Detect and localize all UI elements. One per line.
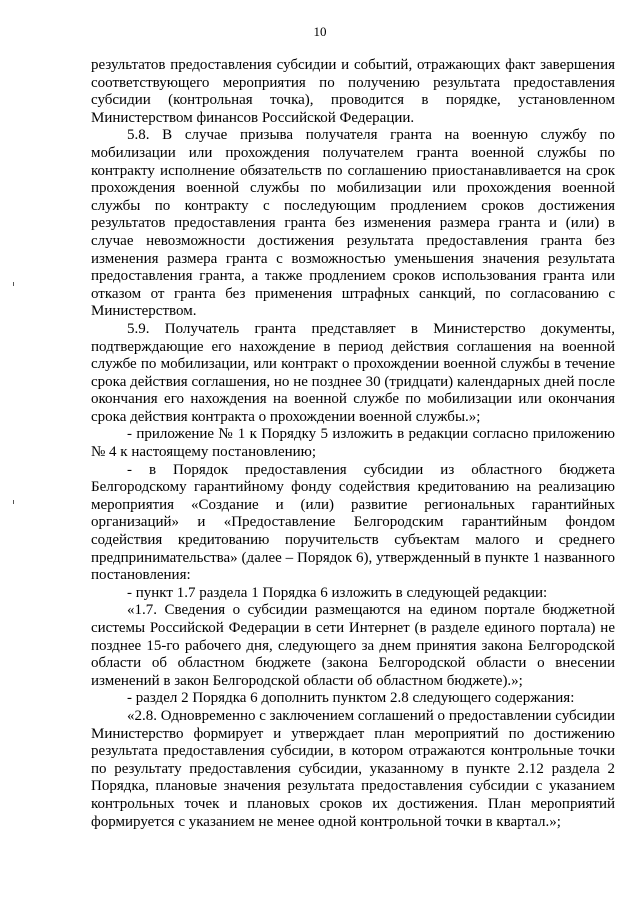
page-number: 10 [313, 24, 327, 39]
paragraph-point-1-7-intro: - пункт 1.7 раздела 1 Порядка 6 изложить в следующей редакции: [127, 584, 548, 601]
paragraph-point-1-7: «1.7. Сведения о субсидии размещаются на едином портале бюджетной системы Российской Федерации в сети Интернет (в разделе единого портала) не позднее 15-го рабочего дня, следующего за днем принятия закона Белгородской области об областном бюджете (закона Белгородской области о внесении изменений в закон Белгородской области об областном бюджете).»; [91, 602, 615, 689]
paragraph-appendix-1: - приложение № 1 к Порядку 5 изложить в редакции согласно приложению № 4 к настоящему постановлению; [91, 426, 615, 461]
document-body [91, 57, 615, 831]
margin-mark [13, 500, 14, 504]
paragraph-order-6: - в Порядок предоставления субсидии из областного бюджета Белгородскому гарантийному фонду содействия кредитованию на реализацию мероприятия «Создание и (или) развитие региональных гарантийных организаций» и «Предоставление Белгородским гарантийным фондом содействия кредитованию поручительств субъектам малого и среднего предпринимательства» (далее – Порядок 6), утвержденный в пункте 1 названного постановления: [91, 461, 615, 584]
paragraph: результатов предоставления субсидии и событий, отражающих факт завершения соответствующего мероприятия по получению результата предоставления субсидии (контрольная точка), проводится в порядке, установленном Министерством финансов Российской Федерации. [91, 57, 615, 126]
paragraph-5-9: 5.9. Получатель гранта представляет в Министерство документы, подтверждающие его нахождение в период действия соглашения на военной службе по мобилизации, или контракт о прохождении военной службы в течение срока действия соглашения, но не позднее 30 (тридцати) календарных дней после окончания его нахождения на военной службе по мобилизации или окончания срока действия контракта о прохождении военной службы.»; [91, 320, 615, 425]
paragraph-point-2-8: «2.8. Одновременно с заключением соглашений о предоставлении субсидии Министерство формирует и утверждает план мероприятий по достижению результата предоставления субсидии, в котором отражаются контрольные точки по результату предоставления субсидии, указанному в пункте 2.12 раздела 2 Порядка, плановые значения результата предоставления субсидии с указанием контрольных точек и плановых сроков их достижения. План мероприятий формируется с указанием не менее одной контрольной точки в квартал.»; [91, 707, 615, 830]
paragraph-5-8: 5.8. В случае призыва получателя гранта на военную службу по мобилизации или прохождения получателем гранта военной службы по контракту исполнение обязательств по соглашению приостанавливается на срок прохождения военной службы по мобилизации или прохождения военной службы по контракту с последующим продлением сроков достижения результатов предоставления гранта без изменения размера гранта и (или) в случае невозможности достижения результата предоставления гранта без изменения размера гранта с возможностью уменьшения значения результата предоставления гранта, а также продлением сроков использования гранта или отказом от гранта без применения штрафных санкций, по согласованию с Министерством. [91, 127, 615, 320]
paragraph-point-2-8-intro: - раздел 2 Порядка 6 дополнить пунктом 2.8 следующего содержания: [127, 690, 575, 707]
margin-mark [13, 282, 14, 286]
